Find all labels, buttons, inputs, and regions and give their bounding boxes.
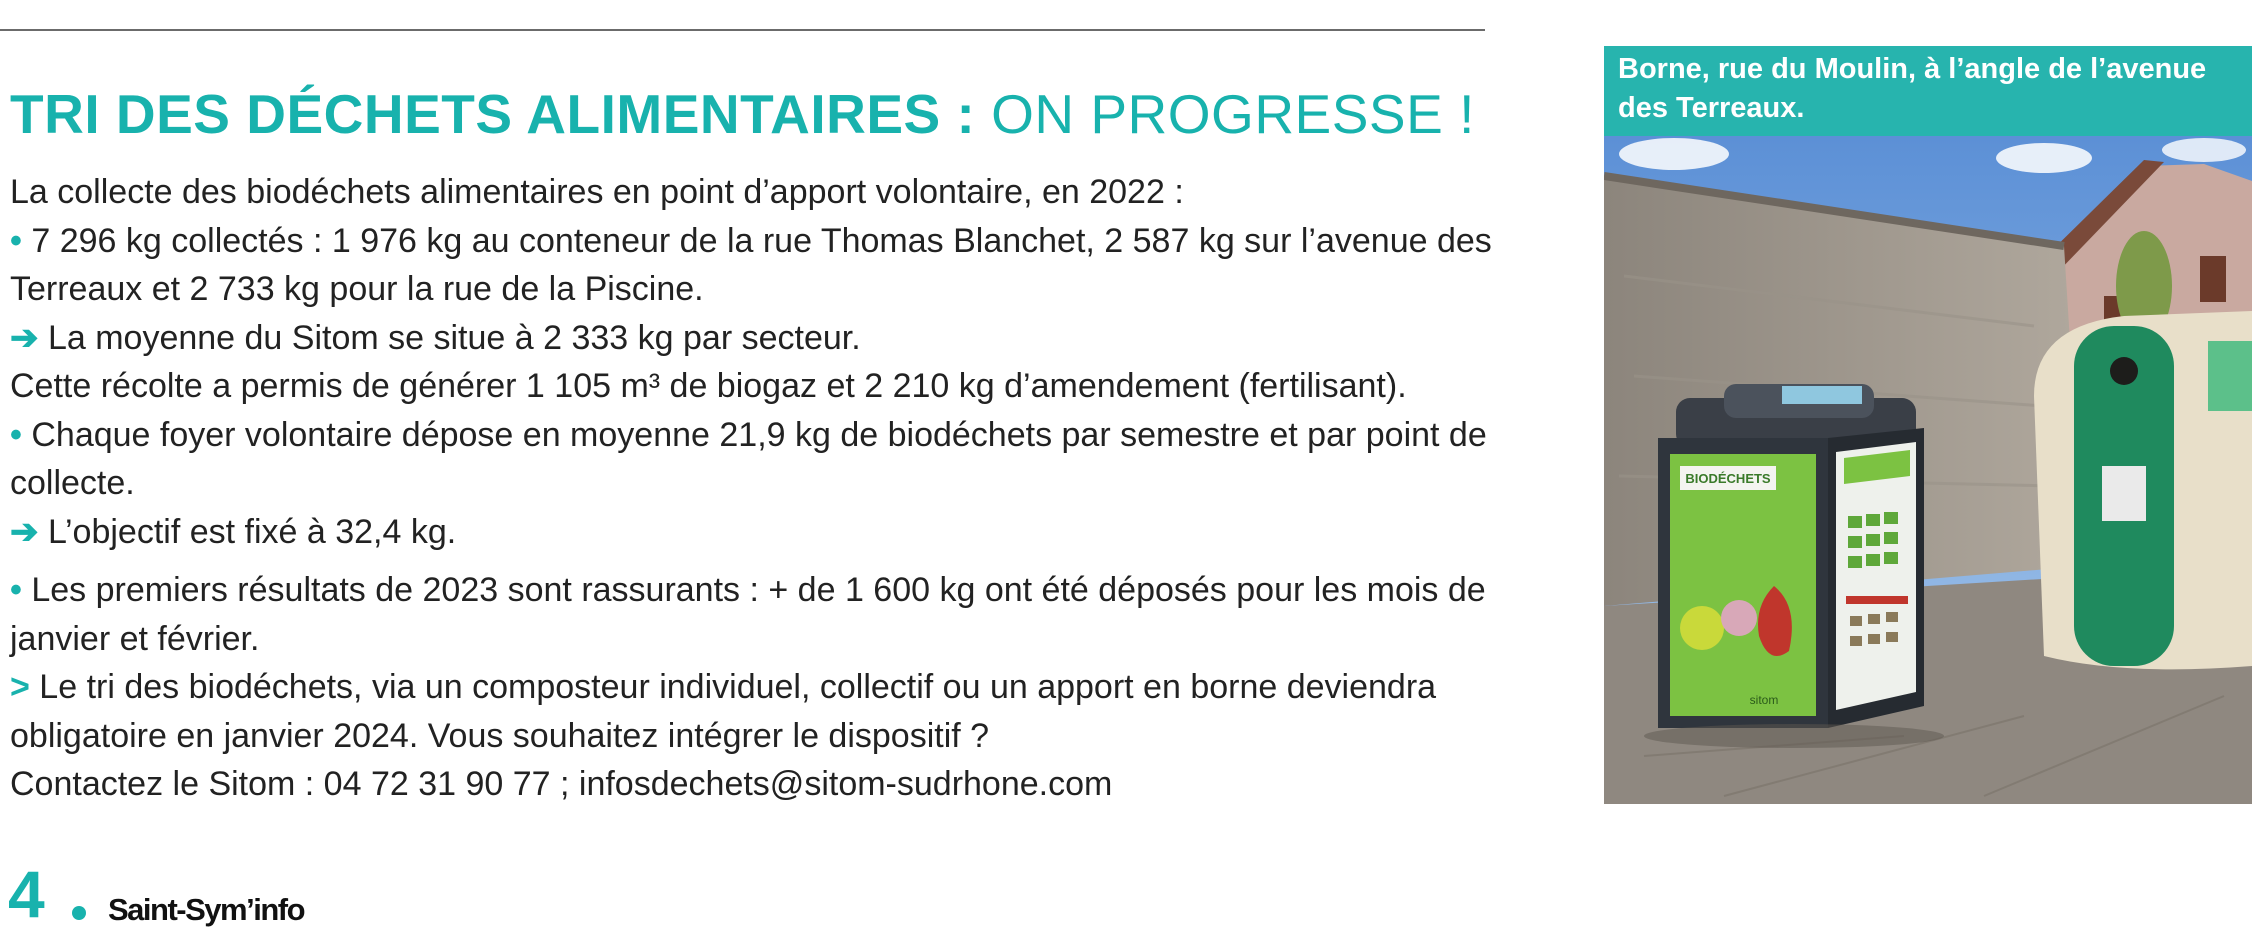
results-2023-text: Les premiers résultats de 2023 sont rassurants : + de 1 600 kg ont été déposés pour les mois de janvier et février. — [10, 571, 1486, 658]
intro-line: La collecte des biodéchets alimentaires en point d’apport volontaire, en 2022 : — [10, 173, 1184, 211]
mandatory-text: Le tri des biodéchets, via un composteur individuel, collectif ou un apport en borne deviendra obligatoire en janvier 2024. Vous souhaitez intégrer le dispositif ? — [10, 668, 1437, 755]
house-window — [2200, 256, 2226, 302]
bin-label: BIODÉCHETS — [1685, 471, 1771, 486]
top-divider — [0, 29, 1485, 31]
glass-container-opening — [2110, 357, 2138, 385]
bullet-icon: • — [10, 221, 22, 260]
chevron-right-icon: > — [10, 668, 30, 706]
household-text: Chaque foyer volontaire dépose en moyenne 21,9 kg de biodéchets par semestre et par point de collecte. — [10, 415, 1487, 502]
page-number: 4 — [8, 857, 45, 931]
mandatory-line — [10, 663, 1500, 760]
contact-line: Contactez le Sitom : 04 72 31 90 77 ; infosdechets@sitom-sudrhone.com — [10, 765, 1113, 803]
objective-line — [10, 508, 1500, 557]
footer-dot-icon — [72, 906, 86, 920]
arrow-right-icon: ➔ — [10, 512, 39, 551]
brand-mark: sitom — [1749, 693, 1779, 707]
bin-photo — [1604, 46, 2252, 804]
title-bold: TRI DES DÉCHETS ALIMENTAIRES : — [10, 83, 976, 145]
cloud — [1996, 143, 2092, 173]
glass-container-sticker — [2102, 466, 2146, 521]
results-2023-bullet — [10, 566, 1500, 663]
collected-bullet — [10, 217, 1500, 314]
objective-text: L’objectif est fixé à 32,4 kg. — [38, 512, 457, 551]
publication-name: Saint-Sym’info — [108, 892, 305, 927]
arrow-right-icon: ➔ — [10, 318, 39, 357]
household-bullet — [10, 411, 1500, 508]
cloud — [1619, 138, 1729, 170]
article-body — [10, 168, 1500, 809]
title-light: ON PROGRESSE ! — [975, 83, 1475, 145]
photo-illustration — [1604, 136, 2252, 804]
collected-text: 7 296 kg collectés : 1 976 kg au conteneur de la rue Thomas Blanchet, 2 587 kg sur l’avenue des Terreaux et 2 733 kg pour la rue de la Piscine. — [10, 221, 1492, 308]
biogas-line: Cette récolte a permis de générer 1 105 m³ de biogaz et 2 210 kg d’amendement (fertilisant). — [10, 367, 1407, 405]
average-text: La moyenne du Sitom se situe à 2 333 kg par secteur. — [38, 318, 861, 357]
photo-caption: Borne, rue du Moulin, à l’angle de l’avenue des Terreaux. — [1604, 46, 2252, 136]
bullet-icon: • — [10, 571, 22, 609]
bin-front-panel — [1670, 454, 1816, 716]
average-line — [10, 314, 1500, 363]
cloud — [2162, 138, 2246, 162]
bullet-icon: • — [10, 415, 22, 454]
article-title — [10, 78, 1475, 150]
